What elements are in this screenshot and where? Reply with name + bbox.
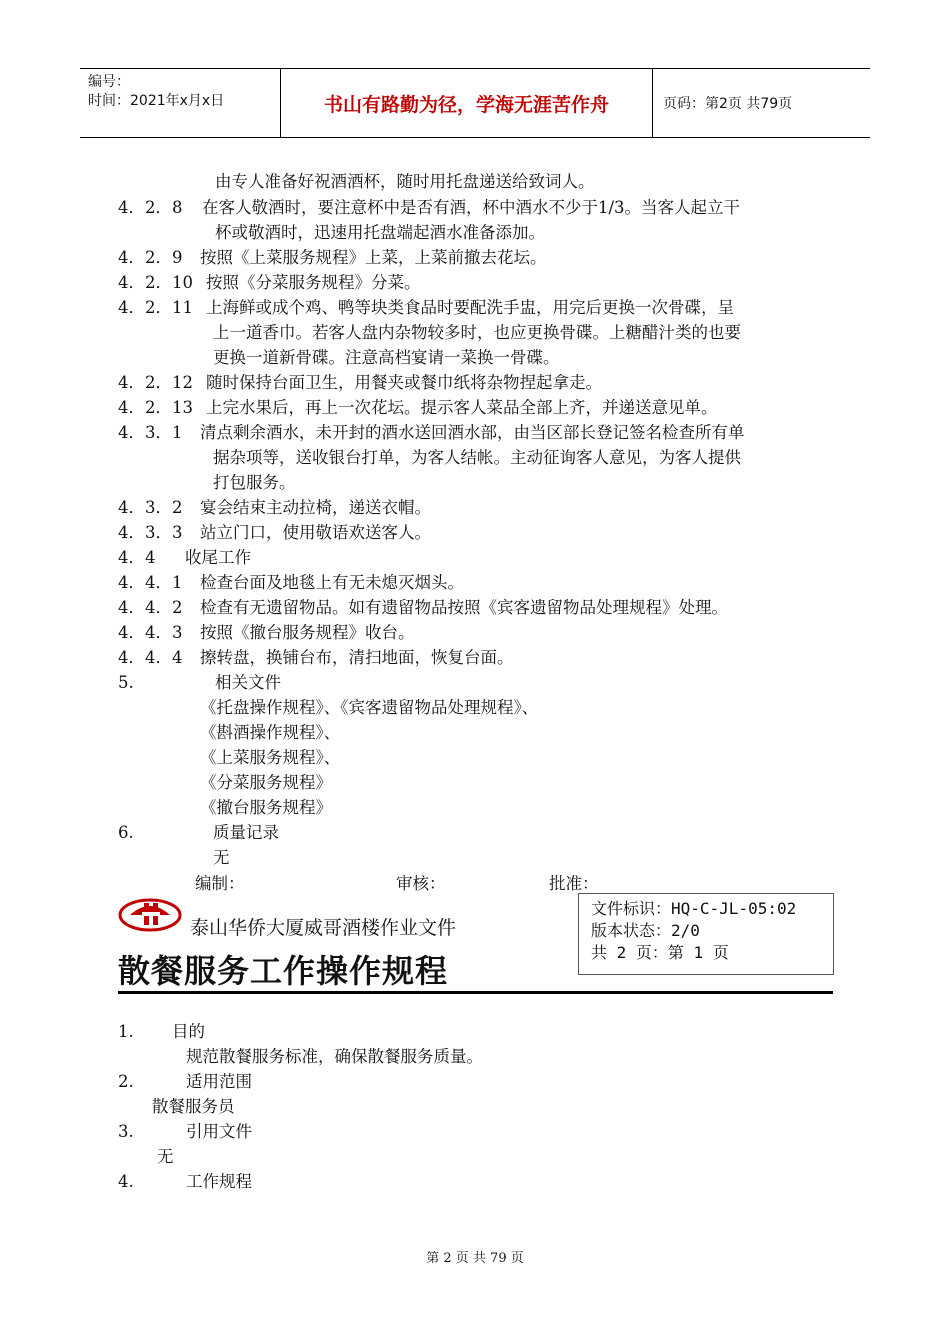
title-divider: [118, 991, 833, 994]
section-line: 规范散餐服务标准，确保散餐服务质量。: [186, 1047, 483, 1066]
body-line: 更换一道新骨碟。注意高档宴请一菜换一骨碟。: [213, 348, 560, 367]
body-line: 上一道香巾。若客人盘内杂物较多时，也应更换骨碟。上糖醋汁类的也要: [213, 323, 741, 342]
body-line: 4．2．9 按照《上菜服务规程》上菜，上菜前撤去花坛。: [118, 248, 547, 267]
page-count: 共 2 页：第 1 页: [591, 943, 729, 962]
body-line: 4．2．10 按照《分菜服务规程》分菜。: [118, 273, 421, 292]
section-line: 2. 适用范围: [118, 1072, 252, 1091]
body-line: 杯或敬酒时，迅速用托盘端起酒水准备添加。: [215, 223, 545, 242]
body-line: 4．4．3 按照《撤台服务规程》收台。: [118, 623, 415, 642]
body-line: 由专人准备好祝酒酒杯，随时用托盘递送给致词人。: [215, 172, 595, 191]
page-footer: 第 2 页 共 79 页: [426, 1251, 524, 1266]
body-line: 4．3．3 站立门口，使用敬语欢送客人。: [118, 523, 431, 542]
version-status: 版本状态：2/0: [591, 921, 700, 940]
document-id-box: [578, 893, 834, 975]
body-line: 《上菜服务规程》、: [200, 748, 341, 767]
body-line: 《撤台服务规程》: [200, 798, 332, 817]
body-line: 无: [213, 848, 230, 867]
date-label: 时间：2021年x月x日: [88, 93, 225, 109]
header-meta: [80, 69, 281, 137]
body-line: 4．2．8 在客人敬酒时，要注意杯中是否有酒，杯中酒水不少于1/3。当客人起立干: [118, 198, 741, 217]
body-line: 打包服务。: [213, 473, 296, 492]
body-line: 5. 相关文件: [118, 673, 281, 692]
section-line: 4. 工作规程: [118, 1172, 252, 1191]
file-id: 文件标识：HQ-C-JL-05:02: [591, 899, 797, 918]
section-line: 散餐服务员: [152, 1097, 235, 1116]
body-line: 4．4．1 检查台面及地毯上有无未熄灭烟头。: [118, 573, 464, 592]
section-line: 3. 引用文件: [118, 1122, 252, 1141]
body-line: 4．4．2 检查有无遗留物品。如有遗留物品按照《宾客遗留物品处理规程》处理。: [118, 598, 728, 617]
editor-label: 编制：: [195, 874, 245, 893]
code-label: 编号：: [88, 74, 130, 90]
company-name: 泰山华侨大厦威哥酒楼作业文件: [190, 917, 457, 939]
body-line: 4．2．11 上海鲜或成个鸡、鸭等块类食品时要配洗手盅，用完后更换一次骨碟，呈: [118, 298, 734, 317]
company-logo-icon: [118, 895, 182, 935]
body-line: 4．3．1 清点剩余酒水，未开封的酒水送回酒水部，由当区部长登记签名检查所有单: [118, 423, 745, 442]
body-line: 《托盘操作规程》、《宾客遗留物品处理规程》、: [200, 698, 539, 717]
body-line: 《分菜服务规程》: [200, 773, 332, 792]
body-line: 4．3．2 宴会结束主动拉椅，递送衣帽。: [118, 498, 431, 517]
body-line: 4．2．13 上完水果后，再上一次花坛。提示客人菜品全部上齐，并递送意见单。: [118, 398, 718, 417]
reviewer-label: 审核：: [396, 874, 446, 893]
header-table: [80, 68, 870, 138]
header-page-label: 页码：第2页 共79页: [663, 96, 793, 112]
body-line: 据杂项等，送收银台打单，为客人结帐。主动征询客人意见，为客人提供: [213, 448, 741, 467]
body-line: 4．2．12 随时保持台面卫生，用餐夹或餐巾纸将杂物捏起拿走。: [118, 373, 602, 392]
approver-label: 批准：: [549, 874, 599, 893]
section-line: 无: [157, 1147, 174, 1166]
section-line: 1. 目的: [118, 1022, 205, 1041]
body-line: 6. 质量记录: [118, 823, 279, 842]
body-line: 4．4．4 擦转盘，换铺台布，清扫地面，恢复台面。: [118, 648, 514, 667]
body-line: 4．4 收尾工作: [118, 548, 251, 567]
body-line: 《斟酒操作规程》、: [200, 723, 341, 742]
header-motto: 书山有路勤为径，学海无涯苦作舟: [281, 69, 653, 137]
document-title: 散餐服务工作操作规程: [118, 952, 449, 990]
